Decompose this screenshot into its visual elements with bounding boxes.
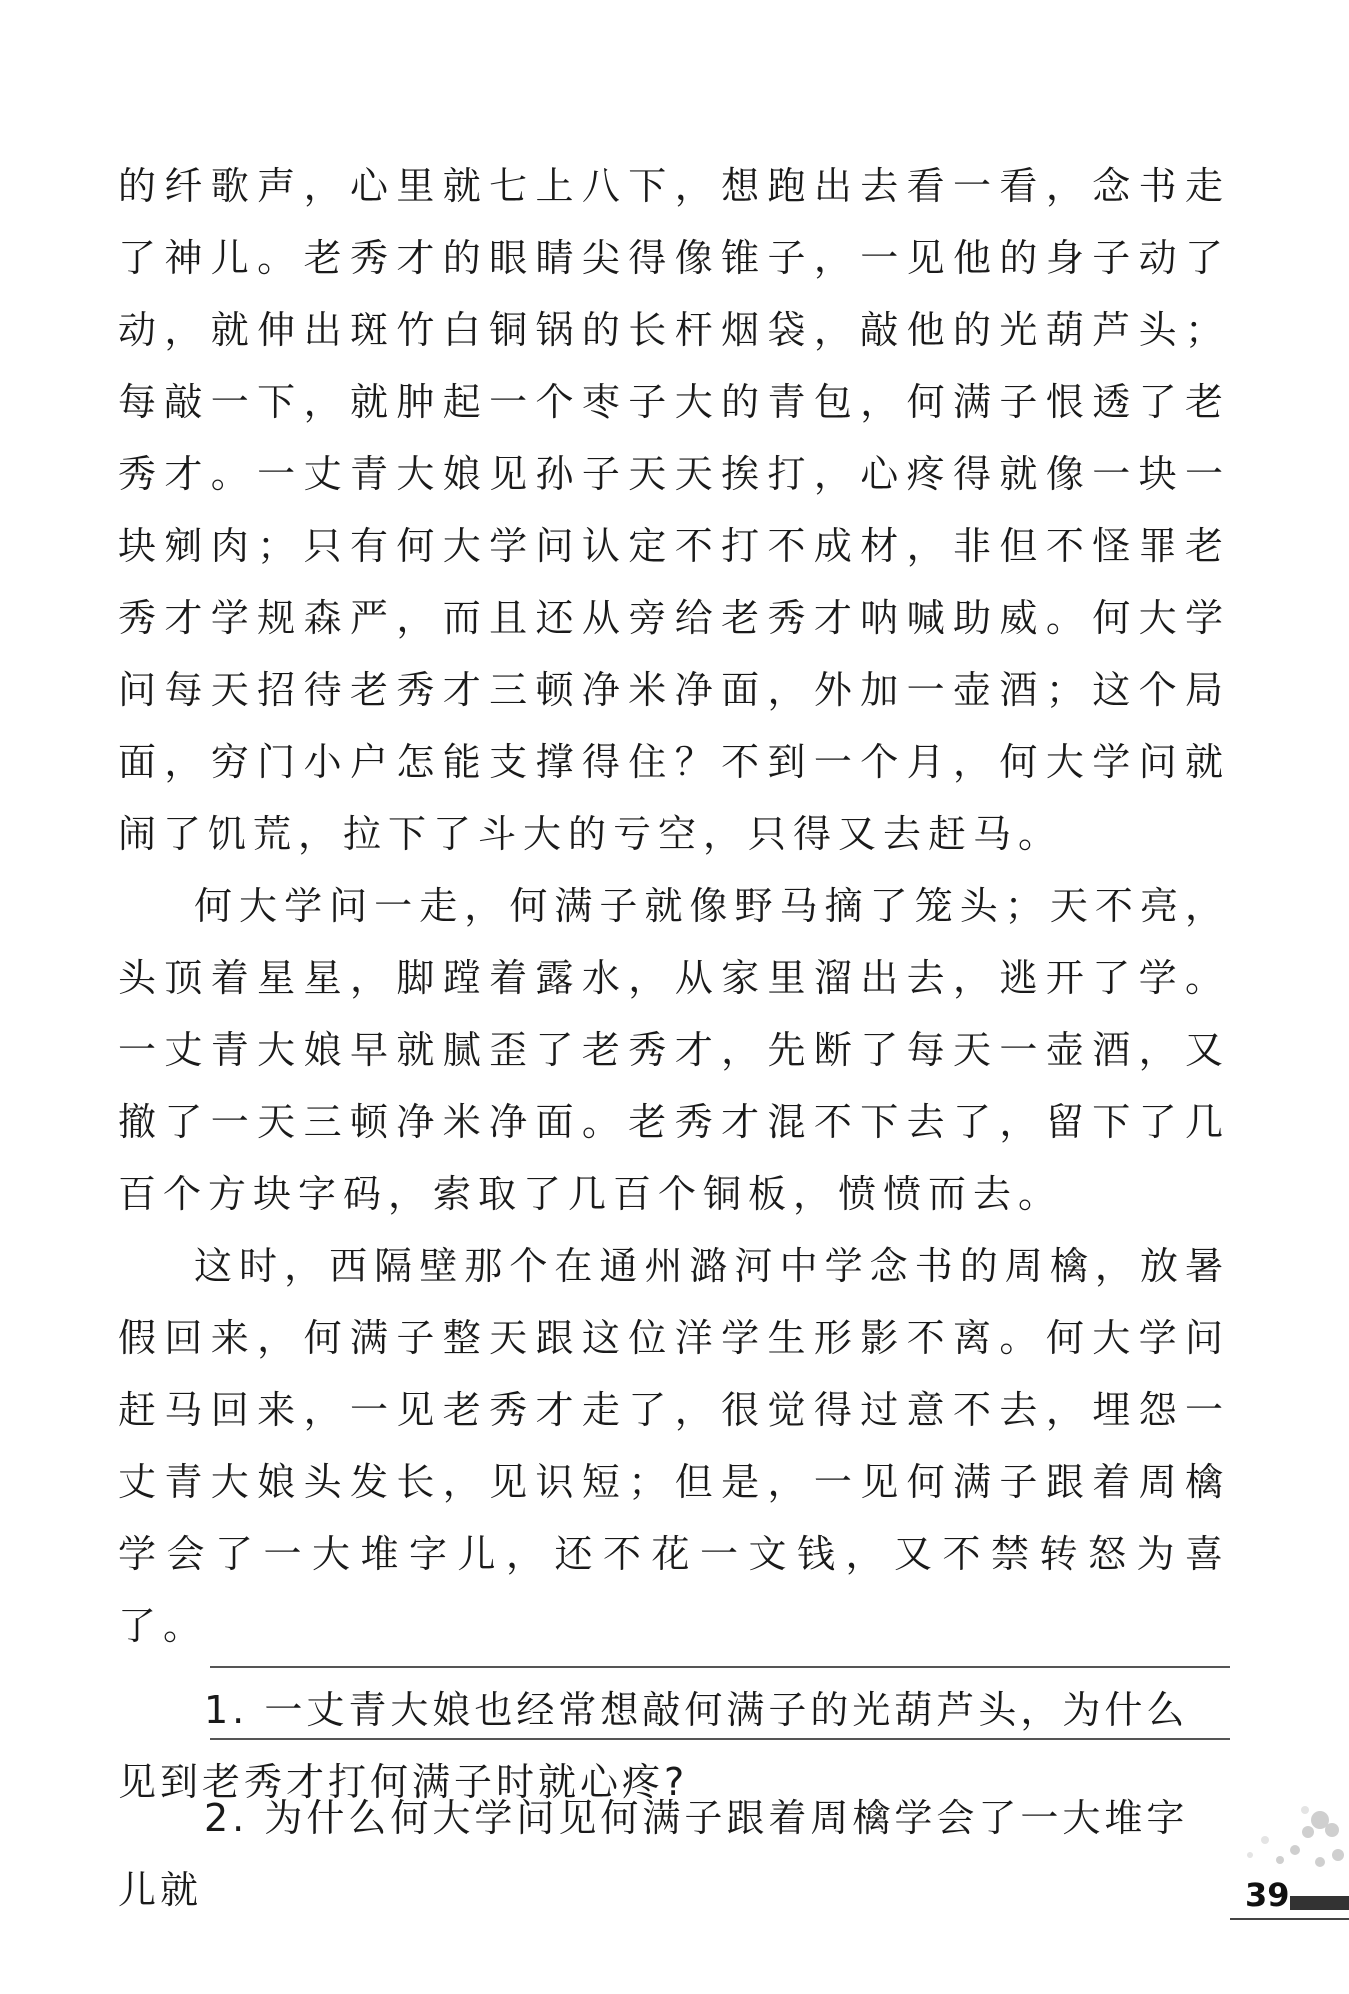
paragraph-3: 这时，西隔壁那个在通州潞河中学念书的周檎，放暑假回来，何满子整天跟这位洋学生形影不离。何大学问赶马回来，一见老秀才走了，很觉得过意不去，埋怨一丈青大娘头发长，见识短；但是，一见何满子跟着周檎学会了一大堆字儿，还不花一文钱，又不禁转怒为喜了。 — [118, 1244, 1230, 1648]
page-number-rule — [1230, 1918, 1349, 1920]
page-number-bar — [1290, 1896, 1349, 1910]
answer-line-1[interactable] — [210, 1666, 1230, 1668]
page-number: 39 — [1245, 1876, 1290, 1914]
paragraph-2: 何大学问一走，何满子就像野马摘了笼头；天不亮，头顶着星星，脚蹚着露水，从家里溜出去，逃开了学。一丈青大娘早就腻歪了老秀才，先断了每天一壶酒，又撤了一天三顿净米净面。老秀才混不下去了，留下了几百个方块字码，索取了几百个铜板，愤愤而去。 — [118, 884, 1230, 1216]
text-body — [118, 150, 1230, 1818]
answer-line-2[interactable] — [210, 1738, 1230, 1740]
question-2: 2. 为什么何大学问见何满子跟着周檎学会了一大堆字儿就 — [118, 1796, 1189, 1912]
question-1: 1. 一丈青大娘也经常想敲何满子的光葫芦头，为什么见到老秀才打何满子时就心疼? — [118, 1688, 1189, 1804]
paragraph-1: 的纤歌声，心里就七上八下，想跑出去看一看，念书走了神儿。老秀才的眼睛尖得像锥子，一见他的身子动了动，就伸出斑竹白铜锅的长杆烟袋，敲他的光葫芦头；每敲一下，就肿起一个枣子大的青包，何满子恨透了老秀才。一丈青大娘见孙子天天挨打，心疼得就像一块一块剜肉；只有何大学问认定不打不成材，非但不怪罪老秀才学规森严，而且还从旁给老秀才呐喊助威。何大学问每天招待老秀才三顿净米净面，外加一壶酒；这个局面，穷门小户怎能支撑得住？不到一个月，何大学问就闹了饥荒，拉下了斗大的亏空，只得又去赶马。 — [118, 164, 1230, 856]
floral-decoration-icon — [1220, 1800, 1349, 1880]
